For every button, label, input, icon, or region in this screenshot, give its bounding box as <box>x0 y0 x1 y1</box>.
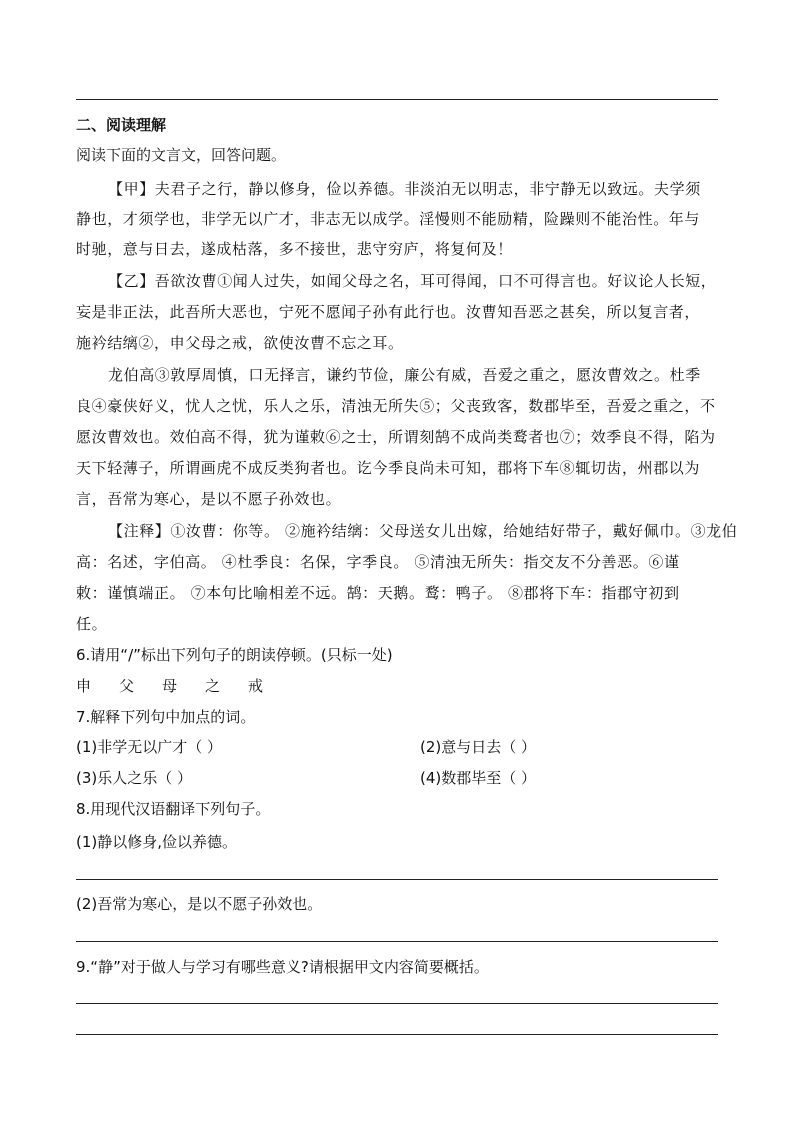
passage-jia-line: 【甲】夫君子之行，静以修身，俭以养德。非淡泊无以明志，非宁静无以致远。夫学须 <box>108 180 701 198</box>
q7-item: (2)意与日去（ ） <box>420 738 537 756</box>
passage-yi-line: 【乙】吾欲汝曹①闻人过失，如闻父母之名，耳可得闻，口不可得言也。好议论人长短， <box>108 272 717 290</box>
answer-line[interactable] <box>76 879 718 880</box>
q7-item: (4)数郡毕至（ ） <box>420 769 537 787</box>
answer-line[interactable] <box>76 941 718 942</box>
q6-prompt: 6.请用“/”标出下列句子的朗读停顿。(只标一处) <box>76 646 393 664</box>
notes-line: 敕：谨慎端正。 ⑦本句比喻相差不远。鹄：天鹅。鹜：鸭子。 ⑧郡将下车：指郡守初到 <box>76 584 680 602</box>
notes-line: 【注释】①汝曹：你等。 ②施衿结缡：父母送女儿出嫁，给她结好带子，戴好佩巾。③龙伯 <box>108 522 738 540</box>
q8-item: (2)吾常为寒心，是以不愿子孙效也。 <box>76 895 323 913</box>
instruction: 阅读下面的文言文，回答问题。 <box>76 146 287 164</box>
q8-prompt: 8.用现代汉语翻译下列句子。 <box>76 800 271 818</box>
passage-jia-line: 时驰，意与日去，遂成枯落，多不接世，悲守穷庐，将复何及！ <box>76 240 513 258</box>
answer-line[interactable] <box>76 1003 718 1004</box>
passage-yi-line: 良④豪侠好义，忧人之忧，乐人之乐，清浊无所失⑤；父丧致客，数郡毕至，吾爱之重之，不 <box>76 397 716 415</box>
q7-prompt: 7.解释下列句中加点的词。 <box>76 708 256 726</box>
top-rule <box>76 99 718 100</box>
notes-line: 任。 <box>76 615 108 633</box>
passage-yi-line: 龙伯高③敦厚周慎，口无择言，谦约节俭，廉公有威，吾爱之重之，愿汝曹效之。杜季 <box>108 366 701 384</box>
notes-line: 高：名述，字伯高。 ④杜季良：名保，字季良。 ⑤清浊无所失：指交友不分善恶。⑥谨 <box>76 553 680 571</box>
q8-item: (1)静以修身,俭以养德。 <box>76 833 238 851</box>
passage-yi-line: 愿汝曹效也。效伯高不得，犹为谨敕⑥之士，所谓刻鹄不成尚类鹜者也⑦；效季良不得，陷为 <box>76 428 716 446</box>
passage-yi-line: 天下轻薄子，所谓画虎不成反类狗者也。讫今季良尚未可知，郡将下车⑧辄切齿，州郡以为 <box>76 459 701 477</box>
passage-yi-line: 言，吾常为寒心，是以不愿子孙效也。 <box>76 490 342 508</box>
q6-sentence: 申父母之戒 <box>76 677 292 695</box>
q9-prompt: 9.“静”对于做人与学习有哪些意义?请根据甲文内容简要概括。 <box>76 958 489 976</box>
passage-yi-line: 妄是非正法，此吾所大恶也，宁死不愿闻子孙有此行也。汝曹知吾恶之甚矣，所以复言者， <box>76 303 701 321</box>
section-title: 二、阅读理解 <box>76 116 167 134</box>
q7-item: (1)非学无以广才（ ） <box>76 738 223 756</box>
q7-item: (3)乐人之乐（ ） <box>76 769 193 787</box>
passage-yi-line: 施衿结缡②，申父母之戒，欲使汝曹不忘之耳。 <box>76 334 404 352</box>
answer-line[interactable] <box>76 1034 718 1035</box>
passage-jia-line: 静也，才须学也，非学无以广才，非志无以成学。淫慢则不能励精，险躁则不能治性。年与 <box>76 210 701 228</box>
